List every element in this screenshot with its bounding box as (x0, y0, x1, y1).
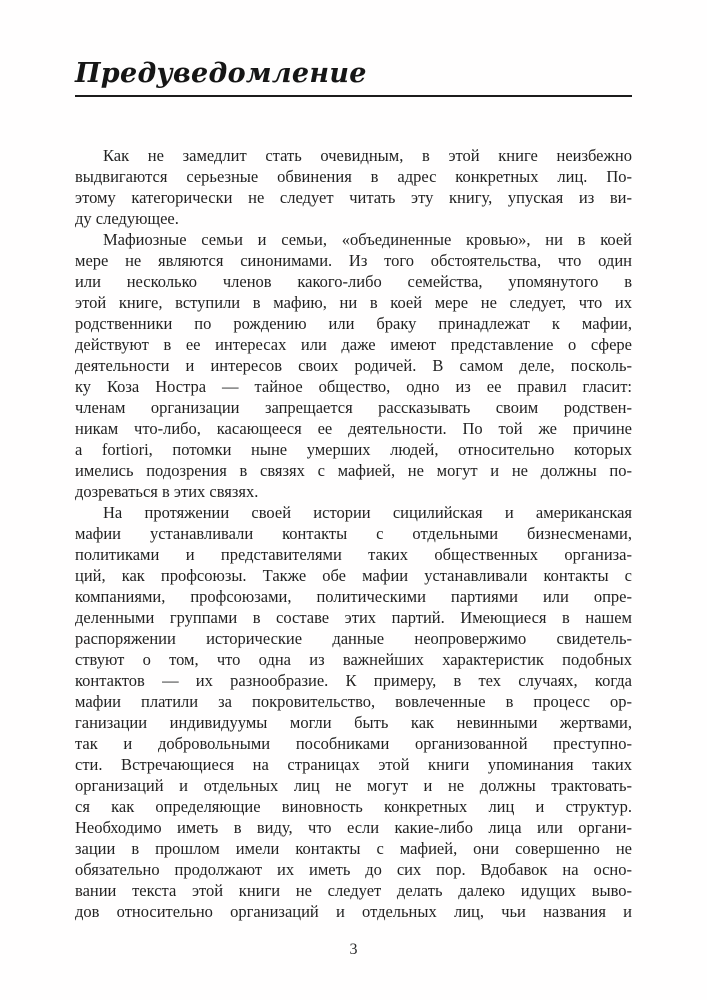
text-line: сти. Встречающиеся на страницах этой книги упоминания таких (75, 755, 632, 774)
text-line: зации в прошлом имели контакты с мафией, они совершенно не (75, 839, 632, 858)
text-line: обязательно продолжают их иметь до сих пор. Вдобавок на осно- (75, 860, 632, 879)
text-line: ку Коза Ностра — тайное общество, одно из ее правил гласит: (75, 377, 632, 396)
text-line: мере не являются синонимами. Из того обстоятельства, что один (75, 251, 632, 270)
text-line: ствуют о том, что одна из важнейших характеристик подобных (75, 650, 632, 669)
text-line: имелись подозрения в связях с мафией, не могут и не должны по- (75, 461, 632, 480)
text-line: a fortiori, потомки ныне умерших людей, относительно которых (75, 440, 632, 459)
chapter-title: Предуведомление (75, 58, 632, 97)
text-line: На протяжении своей истории сицилийская и американская (103, 503, 632, 522)
text-line: Мафиозные семьи и семьи, «объединенные кровью», ни в коей (103, 230, 632, 249)
body-text (75, 145, 632, 922)
text-line: ций, как профсоюзы. Также обе мафии устанавливали контакты с (75, 566, 632, 585)
text-line: или несколько членов какого-либо семейства, упомянутого в (75, 272, 632, 291)
text-line: контактов — их разнообразие. К примеру, в тех случаях, когда (75, 671, 632, 690)
text-line: так и добровольными пособниками организованной преступно- (75, 734, 632, 753)
text-line: действуют в ее интересах или даже имеют представление о сфере (75, 335, 632, 354)
text-block (75, 58, 632, 922)
text-line: компаниями, профсоюзами, политическими партиями или опре- (75, 587, 632, 606)
page-number: 3 (349, 941, 358, 958)
page-footer (0, 941, 707, 959)
text-line: распоряжении исторические данные неопровержимо свидетель- (75, 629, 632, 648)
text-line: ду следующее. (75, 209, 179, 228)
text-line: организаций и отдельных лиц не могут и не должны трактовать- (75, 776, 632, 795)
text-line: этому категорически не следует читать эту книгу, упуская из ви- (75, 188, 632, 207)
text-line: никам что-либо, касающееся ее деятельности. По той же причине (75, 419, 632, 438)
text-line: Необходимо иметь в виду, что если какие-либо лица или органи- (75, 818, 632, 837)
text-line: членам организации запрещается рассказывать своим родствен- (75, 398, 632, 417)
text-line: этой книге, вступили в мафию, ни в коей мере не следует, что их (75, 293, 632, 312)
text-line: деленными группами в составе этих партий. Имеющиеся в нашем (75, 608, 632, 627)
text-line: дозреваться в этих связях. (75, 482, 259, 501)
text-line: родственники по рождению или браку принадлежат к мафии, (75, 314, 632, 333)
text-line: мафии платили за покровительство, вовлеченные в процесс ор- (75, 692, 632, 711)
text-line: мафии устанавливали контакты с отдельными бизнесменами, (75, 524, 632, 543)
text-line: Как не замедлит стать очевидным, в этой книге неизбежно (103, 146, 632, 165)
text-line: вании текста этой книги не следует делать далеко идущих выво- (75, 881, 632, 900)
text-line: политиками и представителями таких общественных организа- (75, 545, 632, 564)
text-line: деятельности и интересов своих родичей. В самом деле, посколь- (75, 356, 632, 375)
text-line: дов относительно организаций и отдельных лиц, чьи названия и (75, 902, 632, 921)
text-line: ганизации индивидуумы могли быть как невинными жертвами, (75, 713, 632, 732)
text-line: выдвигаются серьезные обвинения в адрес конкретных лиц. По- (75, 167, 632, 186)
text-line: ся как определяющие виновность конкретных лиц и структур. (75, 797, 632, 816)
